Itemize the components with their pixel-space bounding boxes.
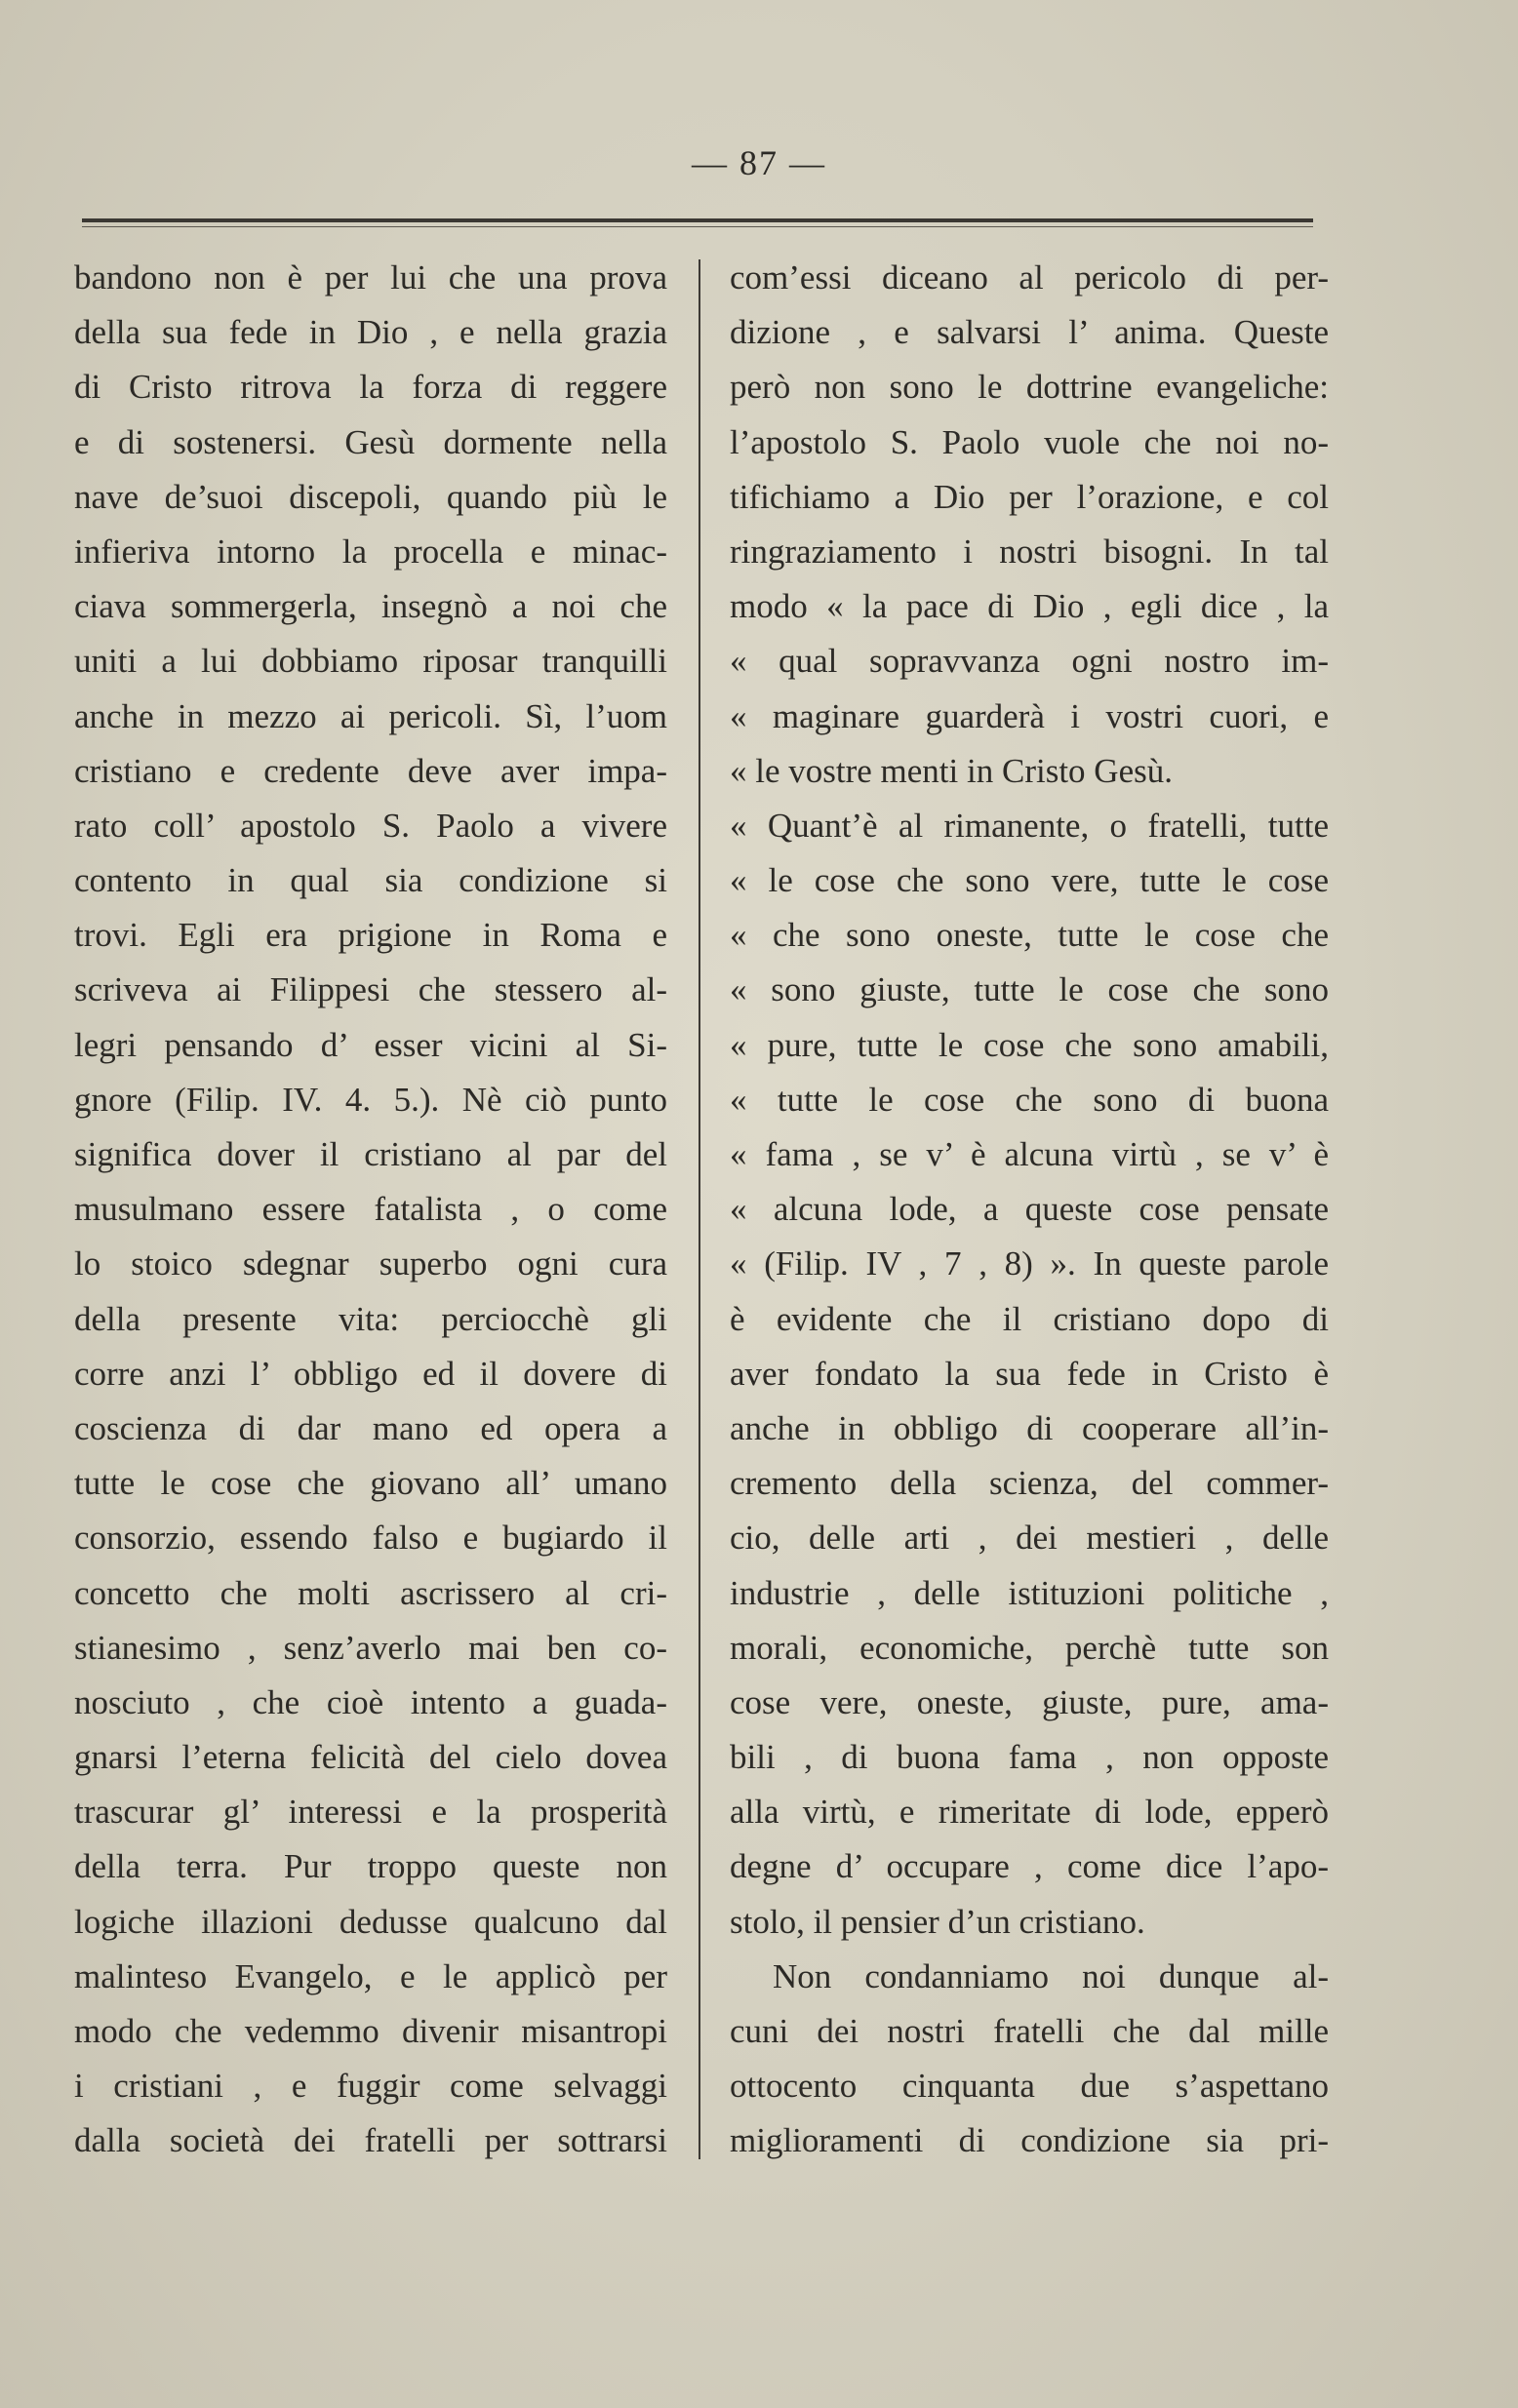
text-line: corre anzi l’ obbligo ed il dovere di xyxy=(74,1354,667,1393)
text-line: degne d’ occupare , come dice l’apo- xyxy=(730,1847,1329,1886)
text-line: trovi. Egli era prigione in Roma e xyxy=(74,916,667,955)
text-line: e di sostenersi. Gesù dormente nella xyxy=(74,422,667,461)
text-line: aver fondato la sua fede in Cristo è xyxy=(730,1354,1329,1393)
text-line: di Cristo ritrova la forza di reggere xyxy=(74,368,667,407)
text-line: infieriva intorno la procella e minac- xyxy=(74,532,667,571)
text-line: concetto che molti ascrissero al cri- xyxy=(74,1573,667,1612)
text-line: malinteso Evangelo, e le applicò per xyxy=(74,1956,667,1995)
text-line: Non condanniamo noi dunque al- xyxy=(773,1956,1329,1995)
text-line: « (Filip. IV , 7 , 8) ». In queste parole xyxy=(730,1244,1329,1283)
text-line: però non sono le dottrine evangeliche: xyxy=(730,368,1329,407)
header-rule xyxy=(82,218,1313,222)
text-line: « Quant’è al rimanente, o fratelli, tutte xyxy=(730,806,1329,845)
text-line: trascurar gl’ interessi e la prosperità xyxy=(74,1793,667,1832)
text-line: nave de’suoi discepoli, quando più le xyxy=(74,477,667,516)
text-line: miglioramenti di condizione sia pri- xyxy=(730,2121,1329,2160)
text-line: bandono non è per lui che una prova xyxy=(74,258,667,296)
text-line: significa dover il cristiano al par del xyxy=(74,1135,667,1173)
text-line: i cristiani , e fuggir come selvaggi xyxy=(74,2067,667,2106)
text-line: tifichiamo a Dio per l’orazione, e col xyxy=(730,477,1329,516)
text-line: anche in mezzo ai pericoli. Sì, l’uom xyxy=(74,696,667,735)
text-line: industrie , delle istituzioni politiche , xyxy=(730,1573,1329,1612)
text-line: consorzio, essendo falso e bugiardo il xyxy=(74,1519,667,1558)
text-line: modo « la pace di Dio , egli dice , la xyxy=(730,587,1329,626)
text-line: logiche illazioni dedusse qualcuno dal xyxy=(74,1902,667,1941)
text-line: cuni dei nostri fratelli che dal mille xyxy=(730,2012,1329,2050)
text-line: musulmano essere fatalista , o come xyxy=(74,1190,667,1229)
text-line: ciava sommergerla, insegnò a noi che xyxy=(74,587,667,626)
text-line: è evidente che il cristiano dopo di xyxy=(730,1299,1329,1338)
text-line: « maginare guarderà i vostri cuori, e xyxy=(730,696,1329,735)
left-column xyxy=(74,251,667,2169)
text-line: bili , di buona fama , non opposte xyxy=(730,1738,1329,1777)
text-line: gnarsi l’eterna felicità del cielo dovea xyxy=(74,1738,667,1777)
text-line: coscienza di dar mano ed opera a xyxy=(74,1408,667,1447)
text-line: « qual sopravvanza ogni nostro im- xyxy=(730,642,1329,681)
text-line: nosciuto , che cioè intento a guada- xyxy=(74,1682,667,1721)
text-line: « che sono oneste, tutte le cose che xyxy=(730,916,1329,955)
page-number: — 87 — xyxy=(692,143,826,182)
text-line: legri pensando d’ esser vicini al Si- xyxy=(74,1025,667,1064)
text-line: stolo, il pensier d’un cristiano. xyxy=(730,1902,1145,1941)
text-line: modo che vedemmo divenir misantropi xyxy=(74,2012,667,2050)
text-line: « le cose che sono vere, tutte le cose xyxy=(730,861,1329,900)
text-line: cose vere, oneste, giuste, pure, ama- xyxy=(730,1682,1329,1721)
text-line: uniti a lui dobbiamo riposar tranquilli xyxy=(74,642,667,681)
text-line: cristiano e credente deve aver impa- xyxy=(74,751,667,790)
column-divider xyxy=(699,259,700,2159)
text-line: « sono giuste, tutte le cose che sono xyxy=(730,970,1329,1009)
text-line: « le vostre menti in Cristo Gesù. xyxy=(730,751,1173,790)
text-line: com’essi diceano al pericolo di per- xyxy=(730,258,1329,296)
text-line: ottocento cinquanta due s’aspettano xyxy=(730,2067,1329,2106)
text-line: « fama , se v’ è alcuna virtù , se v’ è xyxy=(730,1135,1329,1173)
text-line: della sua fede in Dio , e nella grazia xyxy=(74,313,667,352)
text-line: stianesimo , senz’averlo mai ben co- xyxy=(74,1628,667,1667)
text-line: anche in obbligo di cooperare all’in- xyxy=(730,1408,1329,1447)
text-line: dalla società dei fratelli per sottrarsi xyxy=(74,2121,667,2160)
header-rule-thin xyxy=(82,226,1313,227)
text-line: morali, economiche, perchè tutte son xyxy=(730,1628,1329,1667)
text-line: lo stoico sdegnar superbo ogni cura xyxy=(74,1244,667,1283)
right-column xyxy=(730,251,1329,2169)
text-line: « alcuna lode, a queste cose pensate xyxy=(730,1190,1329,1229)
text-line: « pure, tutte le cose che sono amabili, xyxy=(730,1025,1329,1064)
text-line: dizione , e salvarsi l’ anima. Queste xyxy=(730,313,1329,352)
text-line: rato coll’ apostolo S. Paolo a vivere xyxy=(74,806,667,845)
text-line: della terra. Pur troppo queste non xyxy=(74,1847,667,1886)
text-line: ringraziamento i nostri bisogni. In tal xyxy=(730,532,1329,571)
text-line: contento in qual sia condizione si xyxy=(74,861,667,900)
text-line: l’apostolo S. Paolo vuole che noi no- xyxy=(730,422,1329,461)
text-line: tutte le cose che giovano all’ umano xyxy=(74,1464,667,1503)
text-line: cio, delle arti , dei mestieri , delle xyxy=(730,1519,1329,1558)
text-line: cremento della scienza, del commer- xyxy=(730,1464,1329,1503)
text-line: gnore (Filip. IV. 4. 5.). Nè ciò punto xyxy=(74,1080,667,1119)
text-line: « tutte le cose che sono di buona xyxy=(730,1080,1329,1119)
text-line: della presente vita: perciocchè gli xyxy=(74,1299,667,1338)
text-line: scriveva ai Filippesi che stessero al- xyxy=(74,970,667,1009)
text-line: alla virtù, e rimeritate di lode, epperò xyxy=(730,1793,1329,1832)
